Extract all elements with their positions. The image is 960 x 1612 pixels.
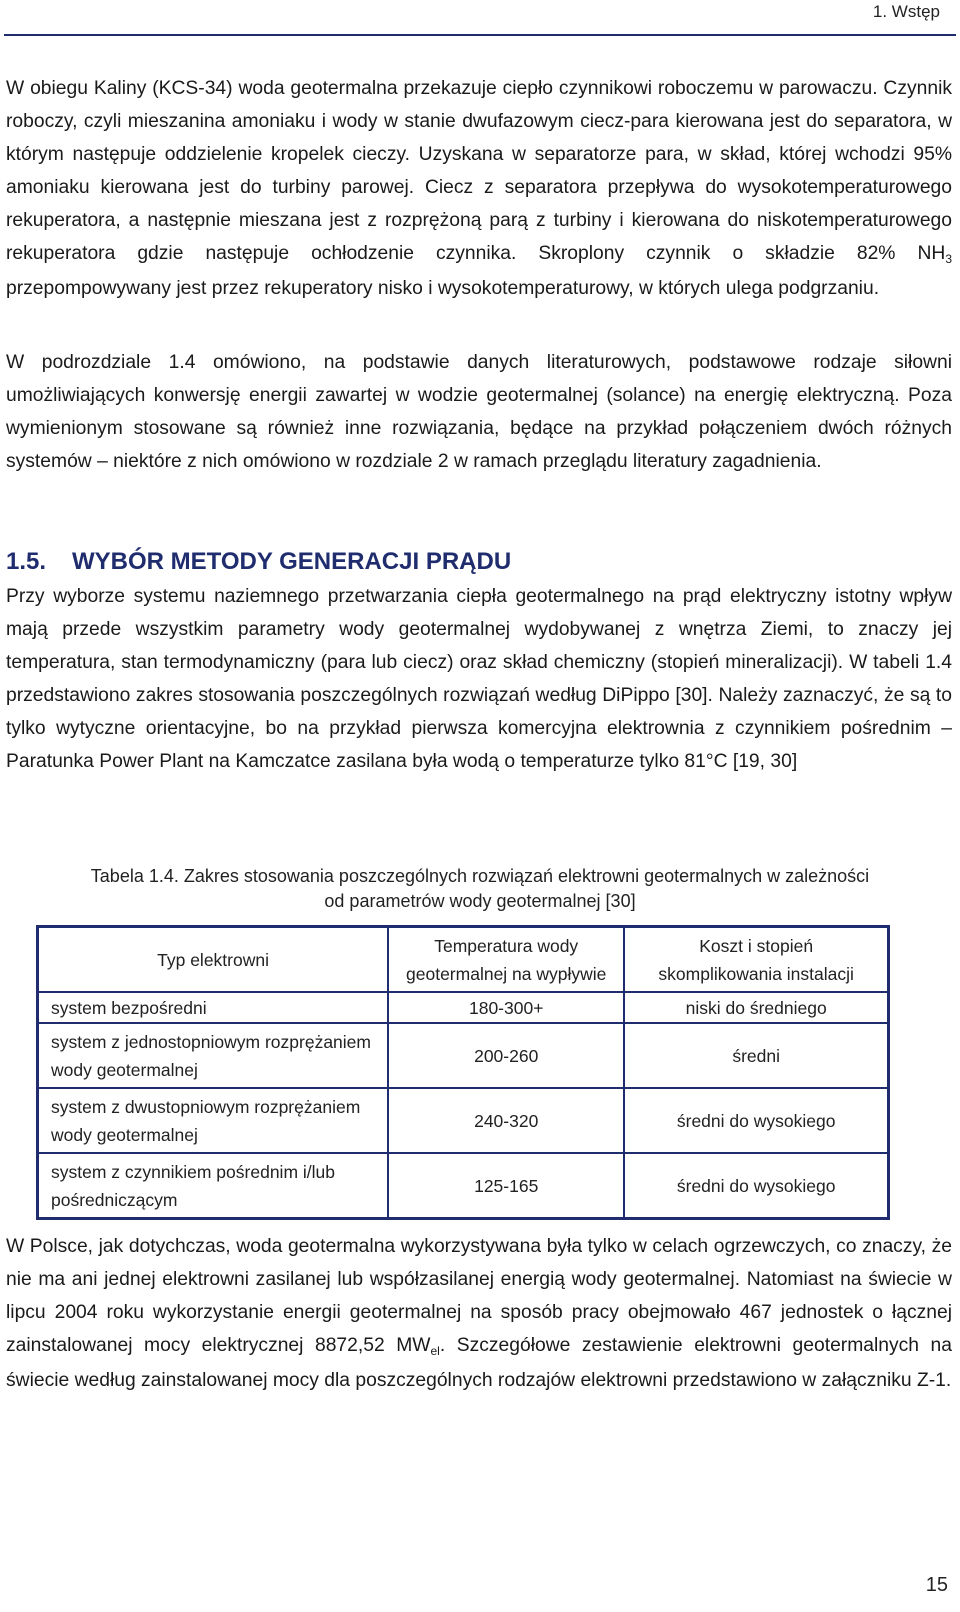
cell-cost: średni do wysokiego [624,1153,888,1219]
cell-temperature: 240-320 [388,1088,624,1153]
cell-plant-type: system z dwustopniowym rozprężaniem wody geotermalnej [38,1088,389,1153]
cell-cost: średni do wysokiego [624,1088,888,1153]
cell-temperature: 125-165 [388,1153,624,1219]
section-heading [6,548,511,576]
subscript: el [430,1344,440,1358]
table-row [38,1023,889,1088]
paragraph-text-end: przepompowywany jest przez rekuperatory nisko i wysokotemperaturowy, w których ulega podgrzaniu. [6,278,880,299]
cell-cost: średni [624,1023,888,1088]
paragraph-subchapter-note: W podrozdziale 1.4 omówiono, na podstawie danych literaturowych, podstawowe rodzaje siłowni umożliwiających konwersję energii zawartej w wodzie geotermalnej (solance) na energię elektryczną. Poza wymienionym stosowane są również inne rozwiązania, będące na przykład połączeniem dwóch różnych systemów – niektóre z nich omówiono w rozdziale 2 w ramach przeglądu literatury zagadnienia. [6,352,952,472]
paragraph-text-end: . Szczegółowe zestawienie elektrowni geotermalnych na świecie według zainstalowanej mocy dla poszczególnych rodzajów elektrowni przedstawiono w załączniku Z-1. [6,1335,953,1391]
table-header-row [38,927,889,993]
caption-line-2: od parametrów wody geotermalnej [30] [324,891,636,911]
header-water-temperature: Temperatura wody geotermalnej na wypływie [388,927,624,993]
cell-cost: niski do średniego [624,992,888,1023]
paragraph-method-choice: Przy wyborze systemu naziemnego przetwarzania ciepła geotermalnego na prąd elektryczny istotny wpływ mają przede wszystkim parametry wody geotermalnej wydobywanej z wnętrza Ziemi, to znaczy jej temperatura, stan termodynamiczny (para lub ciecz) oraz skład chemiczny (stopień mineralizacji). W tabeli 1.4 przedstawiono zakres stosowania poszczególnych rozwiązań według DiPippo [30]. Należy zaznaczyć, że są to tylko wytyczne orientacyjne, bo na przykład pierwsza komercyjna elektrownia z czynnikiem pośrednim – Paratunka Power Plant na Kamczatce zasilana była wodą o temperaturze tylko 81°C [19, 30] [6,586,952,772]
header-cost-complexity: Koszt i stopień skomplikowania instalacji [624,927,888,993]
cell-temperature: 180-300+ [388,992,624,1023]
page-number: 15 [925,1574,948,1596]
section-title: WYBÓR METODY GENERACJI PRĄDU [72,548,512,575]
running-header: 1. Wstęp [872,2,940,21]
paragraph-text: W obiegu Kaliny (KCS-34) woda geotermalna przekazuje ciepło czynnikowi roboczemu w parowaczu. Czynnik roboczy, czyli mieszanina amoniaku i wody w stanie dwufazowym ciecz-para kierowana jest do separatora, w którym następuje oddzielenie kropelek cieczy. Uzyskana w separatorze para, w skład, której wchodzi 95% amoniaku kierowana jest do turbiny parowej. Ciecz z separatora przepływa do wysokotemperaturowego rekuperatora, a następnie mieszana jest z rozprężoną parą z turbiny i kierowana do niskotemperaturowego rekuperatora gdzie następuje ochłodzenie czynnika. Skroplony czynnik o składzie 82% NH [6,78,952,264]
table-row [38,992,889,1023]
cell-temperature: 200-260 [388,1023,624,1088]
table-row [38,1153,889,1219]
table-caption [40,864,920,914]
power-plant-table [36,925,890,1220]
paragraph-kalina-cycle [6,72,952,305]
header-divider [4,34,956,36]
table-row [38,1088,889,1153]
cell-plant-type: system z jednostopniowym rozprężaniem wody geotermalnej [38,1023,389,1088]
paragraph-poland-world [6,1230,952,1397]
cell-plant-type: system z czynnikiem pośrednim i/lub pośredniczącym [38,1153,389,1219]
cell-plant-type: system bezpośredni [38,992,389,1023]
header-plant-type: Typ elektrowni [38,927,389,993]
section-number: 1.5. [6,548,47,575]
caption-line-1: Tabela 1.4. Zakres stosowania poszczególnych rozwiązań elektrowni geotermalnych w zależności [90,866,870,886]
subscript: 3 [945,252,952,266]
paragraph-text: W Polsce, jak dotychczas, woda geotermalna wykorzystywana była tylko w celach ogrzewczych, co znaczy, że nie ma ani jednej elektrowni zasilanej lub współzasilanej energią wody geotermalnej. Natomiast na świecie w lipcu 2004 roku wykorzystanie energii geotermalnej na sposób pracy obejmowało 467 jednostek o łącznej zainstalowanej mocy elektrycznej 8872,52 MW [6,1236,952,1356]
